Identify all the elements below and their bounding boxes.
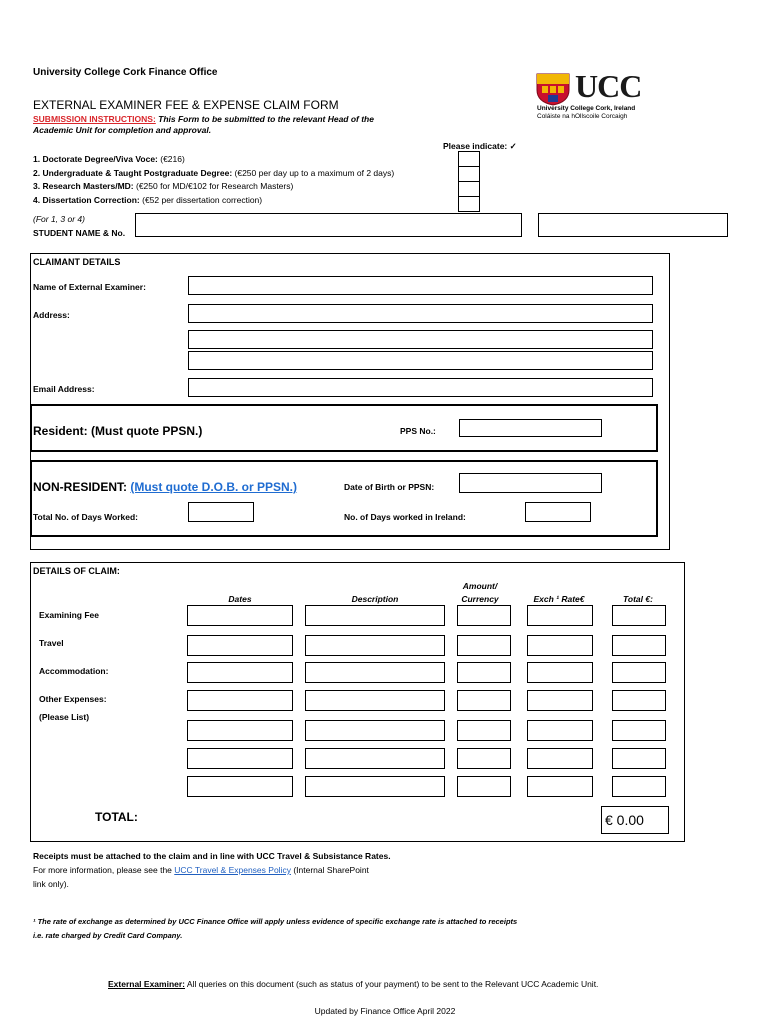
claim-total-cell-7[interactable] [612,776,666,797]
logo-text: UCC [575,68,642,104]
option-2: 2. Undergraduate & Taught Postgraduate Degree: (€250 per day up to a maximum of 2 days) [33,167,395,178]
nonresident-label [33,480,297,494]
examiner-name-field[interactable] [188,276,653,295]
option-4: 4. Dissertation Correction: (€52 per dissertation correction) [33,194,263,205]
total-value: € 0.00 [601,806,669,834]
pps-field[interactable] [459,419,602,437]
claim-amount-cell-5[interactable] [457,720,511,741]
claim-amount-cell-3[interactable] [457,662,511,683]
instr-text: This Form to be submitted to the relevant Head of the [158,114,374,124]
student-note: (For 1, 3 or 4) [33,214,85,224]
student-name-field[interactable] [135,213,522,237]
address-field-3[interactable] [188,351,653,370]
claim-description-cell-4[interactable] [305,690,445,711]
col-amount-line1: Amount/ [462,581,498,591]
crest-icon [535,72,571,106]
col-exch-rate: Exch ¹ Rate€ [533,594,585,604]
claimant-heading: CLAIMANT DETAILS [33,257,121,267]
claim-exch-rate-cell-1[interactable] [527,605,593,626]
instr-label: SUBMISSION INSTRUCTIONS: [33,114,156,124]
resident-label: Resident: (Must quote PPSN.) [33,424,203,438]
form-title: EXTERNAL EXAMINER FEE & EXPENSE CLAIM FORM [33,98,339,112]
row-label-please-list: (Please List) [39,712,90,722]
footnote-text: The rate of exchange as determined by UCC Finance Office will apply unless evidence of specific exchange rate is attached to receipts [35,917,518,926]
claim-exch-rate-cell-3[interactable] [527,662,593,683]
footnote [33,915,517,943]
footnote-text2: i.e. rate charged by Credit Card Company. [33,931,183,940]
more-info [33,864,369,891]
claim-exch-rate-cell-7[interactable] [527,776,593,797]
claim-amount-cell-6[interactable] [457,748,511,769]
claim-description-cell-2[interactable] [305,635,445,656]
col-amount-line2: Currency [461,594,499,604]
claim-amount-cell-7[interactable] [457,776,511,797]
instr-text2: Academic Unit for completion and approval. [33,125,212,135]
claim-total-cell-4[interactable] [612,690,666,711]
claim-dates-cell-5[interactable] [187,720,293,741]
col-total: Total €: [623,594,653,604]
check-icon: ✓ [509,141,517,151]
updated-note: Updated by Finance Office April 2022 [314,1006,456,1016]
option-3-checkbox[interactable] [458,181,480,197]
row-label-accommodation: Accommodation: [39,666,109,676]
student-number-field[interactable] [538,213,728,237]
address-field-2[interactable] [188,330,653,349]
dob-field[interactable] [459,473,602,493]
col-dates: Dates [228,594,252,604]
claim-exch-rate-cell-5[interactable] [527,720,593,741]
examiner-queries [108,979,598,989]
degree-options [33,153,394,207]
row-label-examining-fee: Examining Fee [39,610,99,620]
claim-description-cell-6[interactable] [305,748,445,769]
days-ireland-field[interactable] [525,502,591,522]
option-1-checkbox[interactable] [458,151,480,167]
claim-exch-rate-cell-4[interactable] [527,690,593,711]
col-description: Description [351,594,399,604]
indicate-label: Please indicate: [443,141,508,151]
days-worked-label: Total No. of Days Worked: [33,512,139,522]
examiner-queries-text: All queries on this document (such as status of your payment) to be sent to the Relevant UCC Academic Unit. [185,979,599,989]
claim-exch-rate-cell-2[interactable] [527,635,593,656]
claim-exch-rate-cell-6[interactable] [527,748,593,769]
claim-amount-cell-1[interactable] [457,605,511,626]
row-label-other-expenses: Other Expenses: [39,694,107,704]
claim-description-cell-7[interactable] [305,776,445,797]
claim-dates-cell-3[interactable] [187,662,293,683]
claim-total-cell-2[interactable] [612,635,666,656]
examiner-queries-label: External Examiner: [108,979,186,989]
col-amount [454,580,506,606]
nonresident-note: (Must quote D.O.B. or PPSN.) [130,480,298,494]
claim-dates-cell-6[interactable] [187,748,293,769]
receipts-note: Receipts must be attached to the claim and in line with UCC Travel & Subsistance Rates. [33,851,391,861]
more-info-text2: (Internal SharePoint [290,865,369,875]
claim-total-cell-1[interactable] [612,605,666,626]
more-info-text: For more information, please see the [33,865,175,875]
address-label: Address: [33,310,70,320]
more-info-text3: link only). [33,878,69,889]
logo-line2: Coláiste na hOllscoile Corcaigh [537,113,628,120]
claim-dates-cell-4[interactable] [187,690,293,711]
pps-label: PPS No.: [400,426,436,436]
travel-policy-link[interactable]: UCC Travel & Expenses Policy [174,865,291,875]
examiner-name-label: Name of External Examiner: [33,282,146,292]
nonresident-text: NON-RESIDENT: [33,480,131,494]
claim-dates-cell-7[interactable] [187,776,293,797]
email-field[interactable] [188,378,653,397]
claim-total-cell-3[interactable] [612,662,666,683]
dob-label: Date of Birth or PPSN: [344,482,435,492]
days-ireland-label: No. of Days worked in Ireland: [344,512,466,522]
logo-line1: University College Cork, Ireland [537,105,636,112]
student-label: STUDENT NAME & No. [33,228,126,238]
claim-total-cell-6[interactable] [612,748,666,769]
total-label: TOTAL: [95,810,138,824]
claim-dates-cell-1[interactable] [187,605,293,626]
claim-total-cell-5[interactable] [612,720,666,741]
row-label-travel: Travel [39,638,64,648]
claim-description-cell-5[interactable] [305,720,445,741]
option-3: 3. Research Masters/MD: (€250 for MD/€102 for Research Masters) [33,181,294,191]
option-2-checkbox[interactable] [458,166,480,182]
footnote-mark: ¹ [33,917,36,926]
nonresident-frame [30,460,658,537]
option-1: 1. Doctorate Degree/Viva Voce: (€216) [33,154,185,164]
email-label: Email Address: [33,384,95,394]
claim-dates-cell-2[interactable] [187,635,293,656]
claim-heading: DETAILS OF CLAIM: [33,566,120,576]
office-name: University College Cork Finance Office [33,67,218,78]
claim-amount-cell-2[interactable] [457,635,511,656]
claim-description-cell-3[interactable] [305,662,445,683]
claim-description-cell-1[interactable] [305,605,445,626]
claim-amount-cell-4[interactable] [457,690,511,711]
days-worked-field[interactable] [188,502,254,522]
ucc-logo [535,70,655,122]
option-4-checkbox[interactable] [458,196,480,212]
address-field-1[interactable] [188,304,653,323]
submission-instructions [33,114,374,136]
